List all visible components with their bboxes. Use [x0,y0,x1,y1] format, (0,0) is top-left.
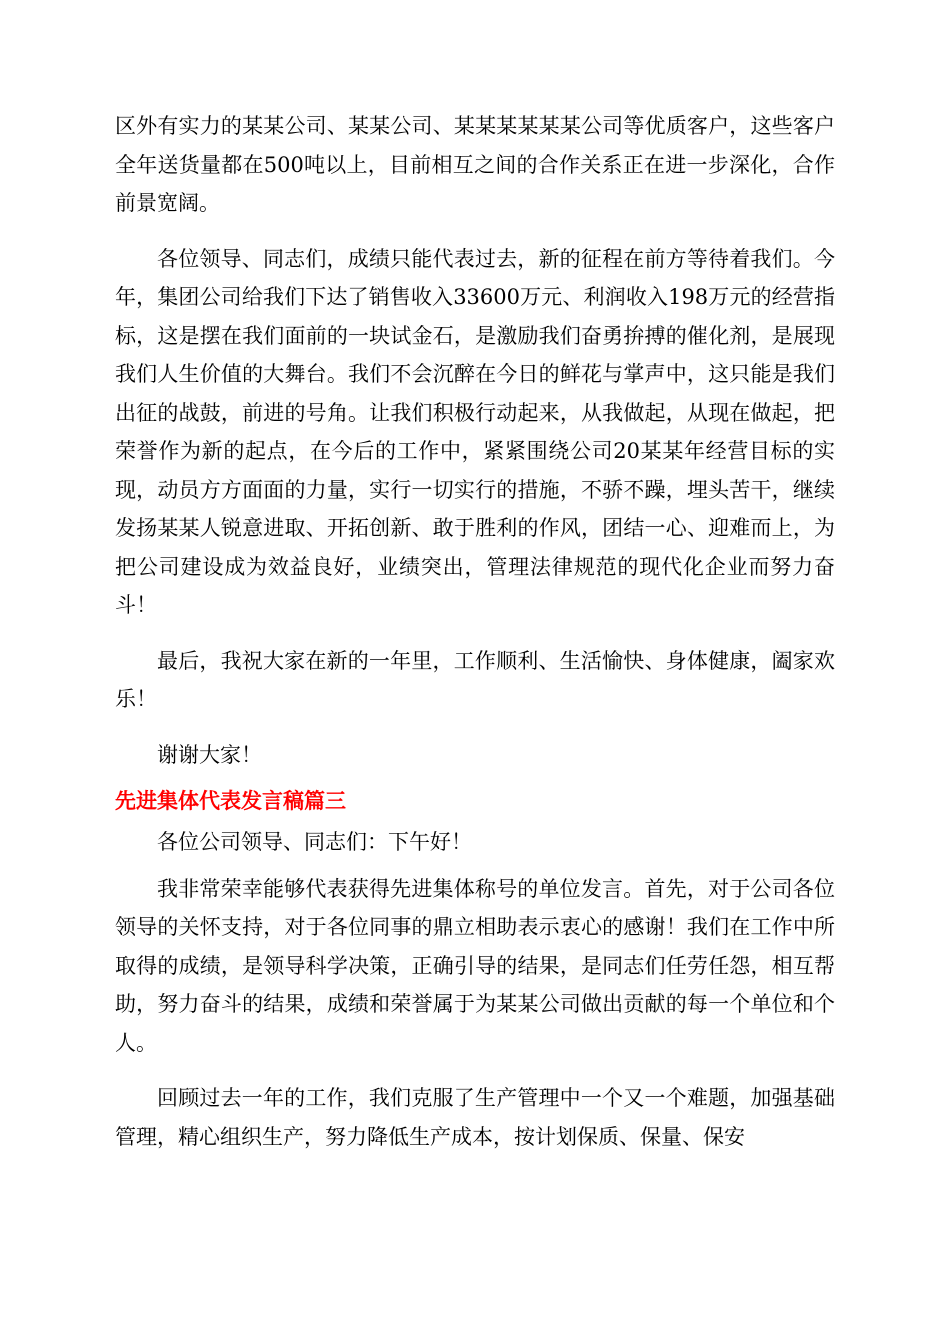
paragraph-new-journey: 各位领导、同志们，成绩只能代表过去，新的征程在前方等待着我们。今年，集团公司给我们下达了销售收入33600万元、利润收入198万元的经营指标，这是摆在我们面前的一块试金石，是激励我们奋勇拚搏的催化剂，是展现我们人生价值的大舞台。我们不会沉醉在今日的鲜花与掌声中，这只能是我们出征的战鼓，前进的号角。让我们积极行动起来，从我做起，从现在做起，把荣誉作为新的起点，在今后的工作中，紧紧围绕公司20某某年经营目标的实现，动员方方面面的力量，实行一切实行的措施，不骄不躁，埋头苦干，继续发扬某某人锐意进取、开拓创新、敢于胜利的作风，团结一心、迎难而上，为把公司建设成为效益良好，业绩突出，管理法律规范的现代化企业而努力奋斗！ [115,246,835,617]
paragraph-customers: 区外有实力的某某公司、某某公司、某某某某某某公司等优质客户，这些客户全年送货量都在500吨以上，目前相互之间的合作关系正在进一步深化，合作前景宽阔。 [115,114,835,215]
paragraph-thanks: 谢谢大家！ [157,742,262,767]
section-heading: 先进集体代表发言稿篇三 [115,789,346,813]
document-page [115,107,835,1173]
paragraph-honored: 我非常荣幸能够代表获得先进集体称号的单位发言。首先，对于公司各位领导的关怀支持，对于各位同事的鼎立相助表示衷心的感谢！我们在工作中所取得的成绩，是领导科学决策，正确引导的结果，是同志们任劳任怨，相互帮助，努力奋斗的结果，成绩和荣誉属于为某某公司做出贡献的每一个单位和个人。 [115,876,835,1055]
paragraph-review: 回顾过去一年的工作，我们克服了生产管理中一个又一个难题，加强基础管理，精心组织生产，努力降低生产成本，按计划保质、保量、保安 [115,1086,835,1149]
paragraph-greeting: 各位公司领导、同志们：下午好！ [157,830,472,854]
paragraph-wishes: 最后，我祝大家在新的一年里，工作顺利、生活愉快、身体健康，阖家欢乐！ [115,648,835,711]
